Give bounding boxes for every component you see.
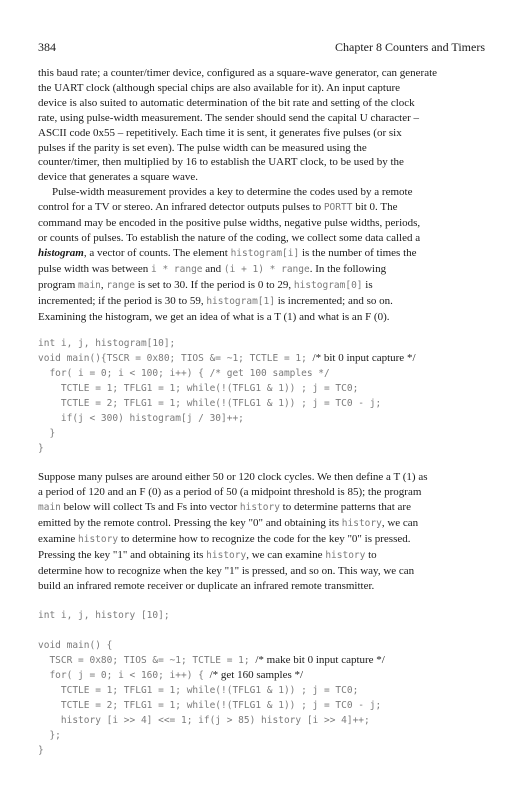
code-block-history	[38, 608, 484, 758]
text-line: Suppose many pulses are around either 50 or 120 clock cycles. We then define a T (1) as	[38, 471, 428, 484]
code-comment: /* make bit 0 input capture */	[255, 653, 385, 666]
text-line: Pressing the key "1" and obtaining its history, we can examine history to	[38, 548, 377, 561]
inline-code: histogram[0]	[293, 279, 363, 291]
text-line: Pulse-width measurement provides a key to determine the codes used by a remote	[52, 186, 413, 199]
text-line: control for a TV or stereo. An infrared detector outputs pulses to PORTT bit 0. The	[38, 201, 398, 214]
inline-code: histogram[1]	[206, 295, 275, 307]
text-line: counter/timer, then multiplied by 16 to establish the UART clock, to be used by the	[38, 156, 404, 169]
text-line: incremented; if the period is 30 to 59, histogram[1] is incremented; and so on.	[38, 294, 393, 307]
code-line: for( j = 0; i < 160; i++) { /* get 160 samples */	[38, 668, 304, 681]
term-histogram: histogram	[38, 246, 84, 259]
paragraph-remote	[38, 470, 484, 593]
code-line: void main(){TSCR = 0x80; TIOS &= ~1; TCTLE = 1; /* bit 0 input capture */	[38, 352, 416, 365]
text-line: examine history to determine how to recognize the code for the key "0" is pressed.	[38, 533, 411, 546]
code-line: TSCR = 0x80; TIOS &= ~1; TCTLE = 1; /* make bit 0 input capture */	[38, 653, 385, 666]
text-line: Examining the histogram, we get an idea of what is a T (1) and what is an F (0).	[38, 310, 390, 323]
inline-code: main	[78, 279, 101, 291]
code-line: int i, j, history [10];	[38, 609, 170, 621]
code-line	[38, 623, 484, 638]
inline-code: range	[106, 279, 136, 291]
inline-code: (i + 1) * range	[223, 263, 310, 275]
inline-code: i * range	[151, 263, 203, 275]
paragraph-pulse-width	[38, 185, 484, 324]
text-line: the UART clock (although special chips are also available for it). An input capture	[38, 81, 401, 94]
inline-code: main	[38, 502, 61, 514]
page-body	[38, 66, 484, 758]
inline-code: history	[78, 534, 119, 546]
text-line: pulse width was between i * range and (i + 1) * range. In the following	[38, 262, 387, 275]
code-line: TCTLE = 2; TFLG1 = 1; while(!(TFLG1 & 1)) ; j = TC0 - j;	[38, 699, 382, 711]
inline-code: history	[341, 518, 382, 530]
chapter-title: Chapter 8 Counters and Timers	[335, 40, 485, 54]
code-block-histogram	[38, 336, 484, 456]
text-line: ASCII code 0x55 – repetitively. Each time it is sent, it generates five pulses (or six	[38, 126, 402, 139]
text-line: main below will collect Ts and Fs into vector history to determine patterns that are	[38, 501, 411, 514]
page-number: 384	[38, 40, 56, 54]
text-line: device is also suited to automatic determination of the bit rate and setting of the clock	[38, 96, 415, 109]
text-line: emitted by the remote control. Pressing the key "0" and obtaining its history, we can	[38, 517, 419, 530]
code-line: TCTLE = 2; TFLG1 = 1; while(!(TFLG1 & 1)) ; j = TC0 - j;	[38, 398, 382, 410]
text-line: rate, using pulse-width measurement. The sender should send the capital U character –	[38, 111, 420, 124]
code-line: TCTLE = 1; TFLG1 = 1; while(!(TFLG1 & 1)) ; j = TC0;	[38, 383, 359, 395]
code-line: int i, j, histogram[10];	[38, 338, 176, 350]
code-line: history [i >> 4] <<= 1; if(j > 85) history [i >> 4]++;	[38, 714, 370, 726]
code-line: }	[38, 428, 56, 440]
code-line: void main() {	[38, 639, 113, 651]
code-line: }	[38, 443, 44, 455]
text-line: pulses if the parity is set even). The pulse width can be measured using the	[38, 141, 367, 154]
inline-code: histogram[i]	[230, 247, 300, 259]
code-comment: /* get 160 samples */	[209, 668, 304, 681]
text-line: command may be encoded in the positive pulse widths, negative pulse widths, periods,	[38, 217, 421, 230]
text-line: build an infrared remote receiver or duplicate an infrared remote transmitter.	[38, 579, 375, 592]
code-line: TCTLE = 1; TFLG1 = 1; while(!(TFLG1 & 1)) ; j = TC0;	[38, 684, 359, 696]
code-comment: /* bit 0 input capture */	[312, 352, 416, 365]
code-line: for( i = 0; i < 100; i++) { /* get 100 samples */	[38, 368, 330, 380]
code-line: }	[38, 744, 44, 756]
inline-code: history	[325, 549, 366, 561]
text-line: a period of 120 and an F (0) as a period of 50 (a midpoint threshold is 85); the program	[38, 486, 422, 499]
text-line: or counts of pulses. To establish the nature of the coding, we collect some data called a	[38, 231, 421, 244]
inline-code: history	[206, 549, 247, 561]
text-line: device that generates a square wave.	[38, 171, 199, 184]
code-line: };	[38, 729, 61, 741]
inline-code: PORTT	[323, 202, 353, 214]
text-line: this baud rate; a counter/timer device, configured as a square-wave generator, can generate	[38, 67, 438, 79]
code-line: if(j < 300) histogram[j / 30]++;	[38, 413, 244, 425]
text-line: determine how to recognize when the key "1" is pressed, and so on. This way, we can	[38, 564, 415, 577]
text-line: program main, range is set to 30. If the period is 0 to 29, histogram[0] is	[38, 278, 373, 291]
page-header	[38, 40, 485, 56]
text-line: histogram, a vector of counts. The element histogram[i] is the number of times the	[38, 246, 417, 259]
inline-code: history	[239, 502, 280, 514]
paragraph-uart	[38, 66, 484, 185]
